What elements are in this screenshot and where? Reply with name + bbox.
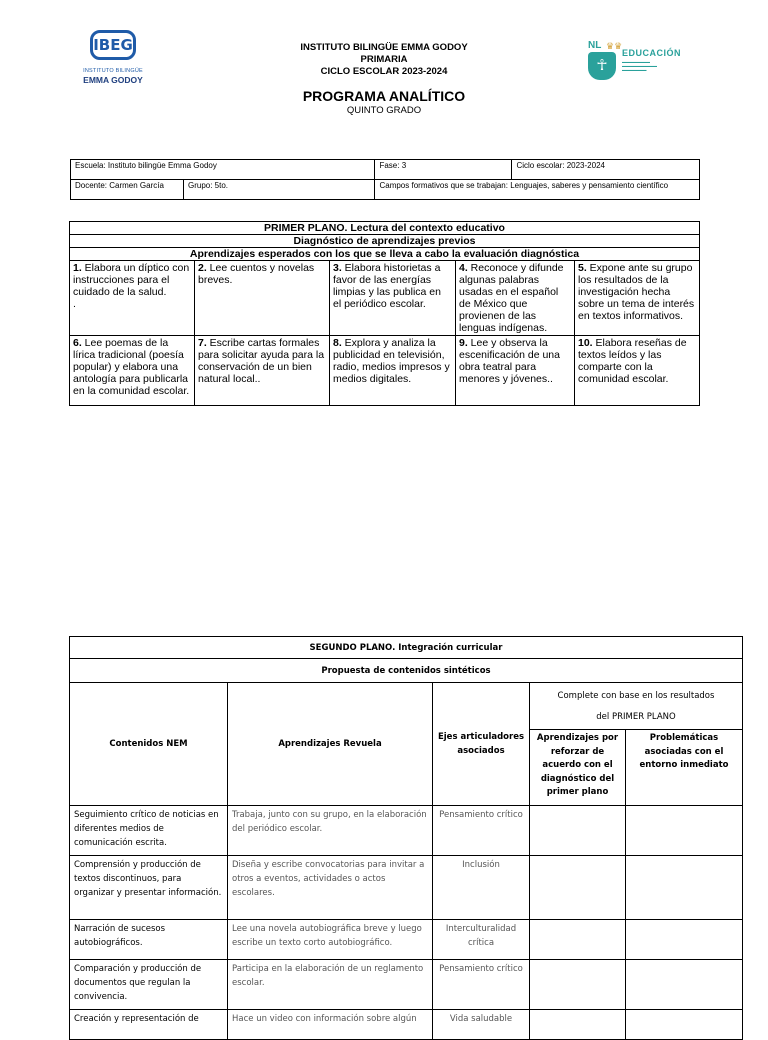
- problematica-cell[interactable]: [626, 856, 743, 920]
- learning-item: 7. Escribe cartas formales para solicitar ayuda para la conservación de un bien natural local..: [195, 336, 330, 406]
- problematica-cell[interactable]: [626, 960, 743, 1010]
- reforzar-cell[interactable]: [530, 856, 626, 920]
- primer-plano-subtitle2: Aprendizajes esperados con los que se lleva a cabo la evaluación diagnóstica: [70, 248, 700, 261]
- phase-cell: Fase: 3: [375, 160, 512, 180]
- school-cell: Escuela: Instituto bilingüe Emma Godoy: [71, 160, 375, 180]
- learning-item: 3. Elabora historietas a favor de las energías limpias y las publica en el periódico escolar.: [330, 261, 456, 336]
- col-aprendizajes-revuela: Aprendizajes Revuela: [228, 683, 433, 806]
- reforzar-cell[interactable]: [530, 806, 626, 856]
- school-level: PRIMARIA: [360, 54, 408, 65]
- table-row: Comparación y producción de documentos que regulan la convivencia. Participa en la elaboración de un reglamento escolar. Pensamiento crítico: [70, 960, 743, 1010]
- page-title: PROGRAMA ANALÍTICO: [302, 88, 466, 104]
- problematica-cell[interactable]: [626, 806, 743, 856]
- segundo-plano-subtitle: Propuesta de contenidos sintéticos: [70, 659, 743, 683]
- info-table: [70, 159, 700, 200]
- ibeg-logo-mark: IBEG: [90, 30, 136, 60]
- reforzar-cell[interactable]: [530, 920, 626, 960]
- col-ejes-articuladores: Ejes articuladores asociados: [433, 683, 530, 806]
- reforzar-cell[interactable]: [530, 1010, 626, 1040]
- table-row: Seguimiento crítico de noticias en diferentes medios de comunicación escrita. Trabaja, junto con su grupo, en la elaboración del periódico escolar. Pensamiento crítico: [70, 806, 743, 856]
- primer-plano-title: PRIMER PLANO. Lectura del contexto educativo: [70, 222, 700, 235]
- school-cycle: CICLO ESCOLAR 2023-2024: [320, 66, 448, 77]
- table-row: Comprensión y producción de textos discontinuos, para organizar y presentar información. Diseña y escribe convocatorias para invitar a otros a eventos, actividades o actos escolares. Inclusión: [70, 856, 743, 920]
- institution-name: INSTITUTO BILINGÜE EMMA GODOY: [300, 42, 468, 53]
- table-row: Creación y representación de Hace un video con información sobre algún Vida saludable: [70, 1010, 743, 1040]
- col-contenidos-nem: Contenidos NEM: [70, 683, 228, 806]
- teacher-cell: Docente: Carmen García: [71, 180, 184, 200]
- problematica-cell[interactable]: [626, 920, 743, 960]
- learning-item: 2. Lee cuentos y novelas breves.: [195, 261, 330, 336]
- learning-item: 9. Lee y observa la escenificación de una obra teatral para menores y jóvenes..: [456, 336, 575, 406]
- group-cell: Grupo: 5to.: [184, 180, 375, 200]
- educacion-logo-text: EDUCACIÓN: [622, 48, 682, 58]
- segundo-plano-table: [69, 636, 743, 1040]
- reforzar-cell[interactable]: [530, 960, 626, 1010]
- learning-item: 4. Reconoce y difunde algunas palabras usadas en el español de México que provienen de las lenguas indígenas.: [456, 261, 575, 336]
- learning-item: 1. Elabora un díptico con instrucciones para el cuidado de la salud. .: [70, 261, 195, 336]
- primer-plano-table: [69, 221, 700, 406]
- learning-item: 5. Expone ante su grupo los resultados de la investigación hecha sobre un tema de interés en textos informativos.: [575, 261, 700, 336]
- primer-plano-subtitle: Diagnóstico de aprendizajes previos: [70, 235, 700, 248]
- cycle-cell: Ciclo escolar: 2023-2024: [512, 160, 700, 180]
- problematica-cell[interactable]: [626, 1010, 743, 1040]
- fields-cell: Campos formativos que se trabajan: Lenguajes, saberes y pensamiento científico: [375, 180, 700, 200]
- learning-item: 10. Elabora reseñas de textos leídos y las comparte con la comunidad escolar.: [575, 336, 700, 406]
- grade-subtitle: QUINTO GRADO: [346, 105, 422, 116]
- col-aprendizajes-reforzar: Aprendizajes por reforzar de acuerdo con el diagnóstico del primer plano: [530, 730, 626, 806]
- ibeg-logo-subtitle: INSTITUTO BILINGÜE: [83, 68, 143, 74]
- learning-item: 6. Lee poemas de la lírica tradicional (poesía popular) y elabora una antología para publicarla en la comunidad escolar.: [70, 336, 195, 406]
- complete-instructions: Complete con base en los resultados del PRIMER PLANO: [530, 683, 743, 730]
- segundo-plano-title: SEGUNDO PLANO. Integración curricular: [70, 637, 743, 659]
- col-problematicas: Problemáticas asociadas con el entorno inmediato: [626, 730, 743, 806]
- learning-item: 8. Explora y analiza la publicidad en televisión, radio, medios impresos y medios digitales.: [330, 336, 456, 406]
- lion-badge-icon: ☥: [588, 52, 616, 80]
- nl-logo-text: NL: [588, 40, 602, 51]
- ibeg-logo-name: EMMA GODOY: [83, 75, 143, 85]
- table-row: Narración de sucesos autobiográficos. Lee una novela autobiográfica breve y luego escribe un texto corto autobiográfico. Interculturalidad crítica: [70, 920, 743, 960]
- crown-icon: ♛♛: [606, 41, 623, 51]
- educacion-logo-fineprint: ▬▬▬▬▬▬▬▬ ▬▬▬▬▬▬▬▬▬▬ ▬▬▬▬▬▬▬: [622, 60, 657, 72]
